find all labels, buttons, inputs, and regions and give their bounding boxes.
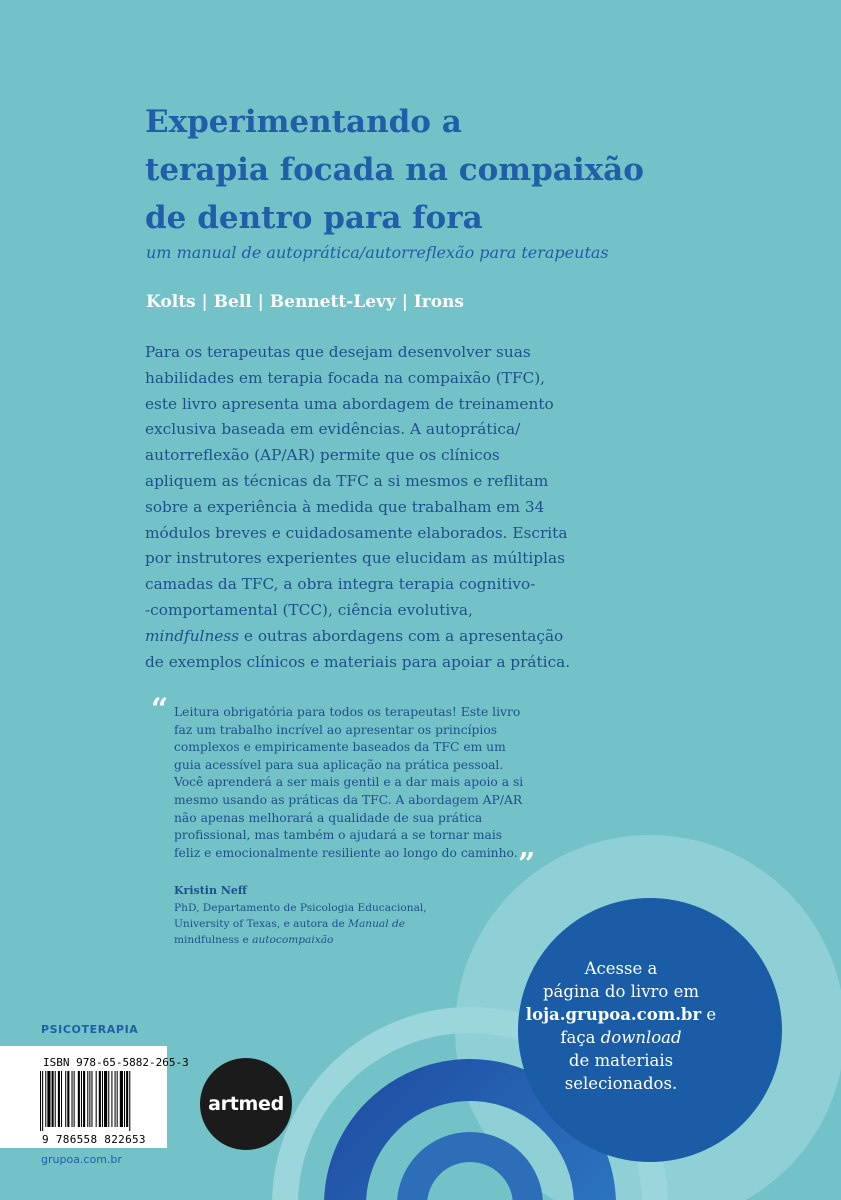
barcode-bar	[81, 1071, 82, 1127]
category-label: PSICOTERAPIA	[41, 1023, 139, 1036]
access-url-line	[505, 1003, 737, 1026]
inner-blue-ring	[412, 1147, 528, 1200]
authors: Kolts | Bell | Bennett-Levy | Irons	[146, 292, 464, 312]
barcode-bar	[126, 1071, 128, 1127]
description-line: exclusiva baseada em evidências. A autoprática/	[145, 420, 521, 439]
description-line: camadas da TFC, a obra integra terapia cognitivo-	[145, 575, 536, 594]
access-line: selecionados.	[564, 1074, 678, 1093]
description-line: módulos breves e cuidadosamente elaborados. Escrita	[145, 523, 568, 542]
barcode-bar	[55, 1071, 56, 1127]
barcode-bar	[78, 1071, 80, 1127]
access-text: faça	[560, 1028, 601, 1047]
barcode-bar	[61, 1071, 62, 1127]
description-line: mindfulness e outras abordagens com a apresentação	[145, 626, 564, 645]
barcode-bar	[52, 1071, 54, 1127]
book-subtitle: um manual de autoprática/autorreflexão para terapeutas	[146, 243, 609, 262]
quote-attribution	[174, 900, 427, 948]
open-quote-icon: “	[151, 692, 169, 727]
barcode-bar	[104, 1071, 107, 1127]
close-quote-icon: ”	[518, 847, 536, 882]
barcode-bar	[117, 1071, 118, 1127]
barcode-bar	[83, 1071, 85, 1127]
barcode-bar	[58, 1071, 60, 1127]
access-info	[505, 957, 737, 1095]
description-line: habilidades em terapia focada na compaixão (TFC),	[145, 368, 546, 387]
barcode-bar	[42, 1071, 43, 1131]
quote-line: guia acessível para sua aplicação na prática pessoal.	[174, 757, 504, 772]
access-line	[505, 1026, 737, 1049]
barcode-bar	[89, 1071, 90, 1127]
barcode-bar	[87, 1071, 88, 1127]
barcode-bar	[74, 1071, 75, 1127]
barcode-bar	[102, 1071, 103, 1127]
title-line: de dentro para fora	[145, 200, 483, 236]
barcode-bar	[115, 1071, 116, 1127]
barcode-bar	[91, 1071, 92, 1127]
description-line: Para os terapeutas que desejam desenvolver suas	[145, 343, 531, 361]
publisher-logo	[200, 1058, 292, 1150]
barcode-bar	[65, 1071, 66, 1127]
book-title	[145, 98, 765, 242]
testimonial-quote	[174, 704, 554, 862]
quote-line: não apenas melhorará a qualidade de sua prática	[174, 810, 483, 825]
store-link[interactable]: loja.grupoa.com.br	[525, 1005, 702, 1024]
barcode-bar	[124, 1071, 125, 1127]
description-line: autorreflexão (AP/AR) permite que os clínicos	[145, 446, 500, 465]
quote-author: Kristin Neff	[174, 884, 247, 897]
title-line: terapia focada na compaixão	[145, 152, 644, 188]
barcode-bar	[99, 1071, 101, 1127]
description-line: este livro apresenta uma abordagem de treinamento	[145, 394, 554, 413]
barcode-bar	[111, 1071, 112, 1127]
barcode-bar	[45, 1071, 46, 1127]
description-line: por instrutores experientes que elucidam as múltiplas	[145, 549, 565, 568]
quote-line: mesmo usando as práticas da TFC. A abordagem AP/AR	[174, 792, 523, 807]
quote-line: complexos e empiricamente baseados da TFC em um	[174, 740, 506, 755]
barcode-bar	[120, 1071, 123, 1127]
quote-line: faz um trabalho incrível ao apresentar os princípios	[174, 722, 498, 737]
quote-line: profissional, mas também o ajudará a se tornar mais	[174, 828, 503, 843]
book-description	[145, 340, 595, 675]
access-connector: e	[701, 1005, 717, 1024]
description-line: de exemplos clínicos e materiais para apoiar a prática.	[145, 652, 571, 671]
access-line: página do livro em	[542, 982, 700, 1001]
publisher-logo-text: artmed	[208, 1093, 284, 1115]
quote-line: Você aprenderá a ser mais gentil e a dar mais apoio a si	[174, 775, 524, 790]
barcode-bar	[129, 1071, 130, 1131]
isbn-label: ISBN 978-65-5882-265-3	[43, 1056, 189, 1069]
download-word: download	[600, 1028, 682, 1047]
quote-line: Leitura obrigatória para todos os terapeutas! Este livro	[174, 705, 521, 719]
barcode-bar	[47, 1071, 50, 1127]
barcode-bar	[108, 1071, 109, 1127]
barcode-bar	[67, 1071, 69, 1127]
description-line: apliquem as técnicas da TFC a si mesmos e reflitam	[145, 471, 549, 490]
barcode-bar	[96, 1071, 97, 1127]
attribution-line: PhD, Departamento de Psicologia Educacional,	[174, 902, 427, 914]
barcode-digits: 9 786558 822653	[42, 1133, 146, 1146]
description-line: -comportamental (TCC), ciência evolutiva,	[145, 600, 473, 619]
quote-line: feliz e emocionalmente resiliente ao longo do caminho.	[174, 845, 518, 860]
barcode-bar	[40, 1071, 41, 1131]
attribution-line: University of Texas, e autora de Manual de	[174, 918, 406, 930]
title-line: Experimentando a	[145, 104, 462, 140]
website[interactable]: grupoa.com.br	[41, 1153, 122, 1166]
barcode-bar	[72, 1071, 73, 1127]
barcode	[40, 1071, 162, 1131]
description-line: sobre a experiência à medida que trabalham em 34	[145, 497, 545, 516]
attribution-line: mindfulness e autocompaixão	[174, 934, 334, 946]
access-line: de materiais	[568, 1051, 674, 1070]
access-line: Acesse a	[584, 959, 658, 978]
